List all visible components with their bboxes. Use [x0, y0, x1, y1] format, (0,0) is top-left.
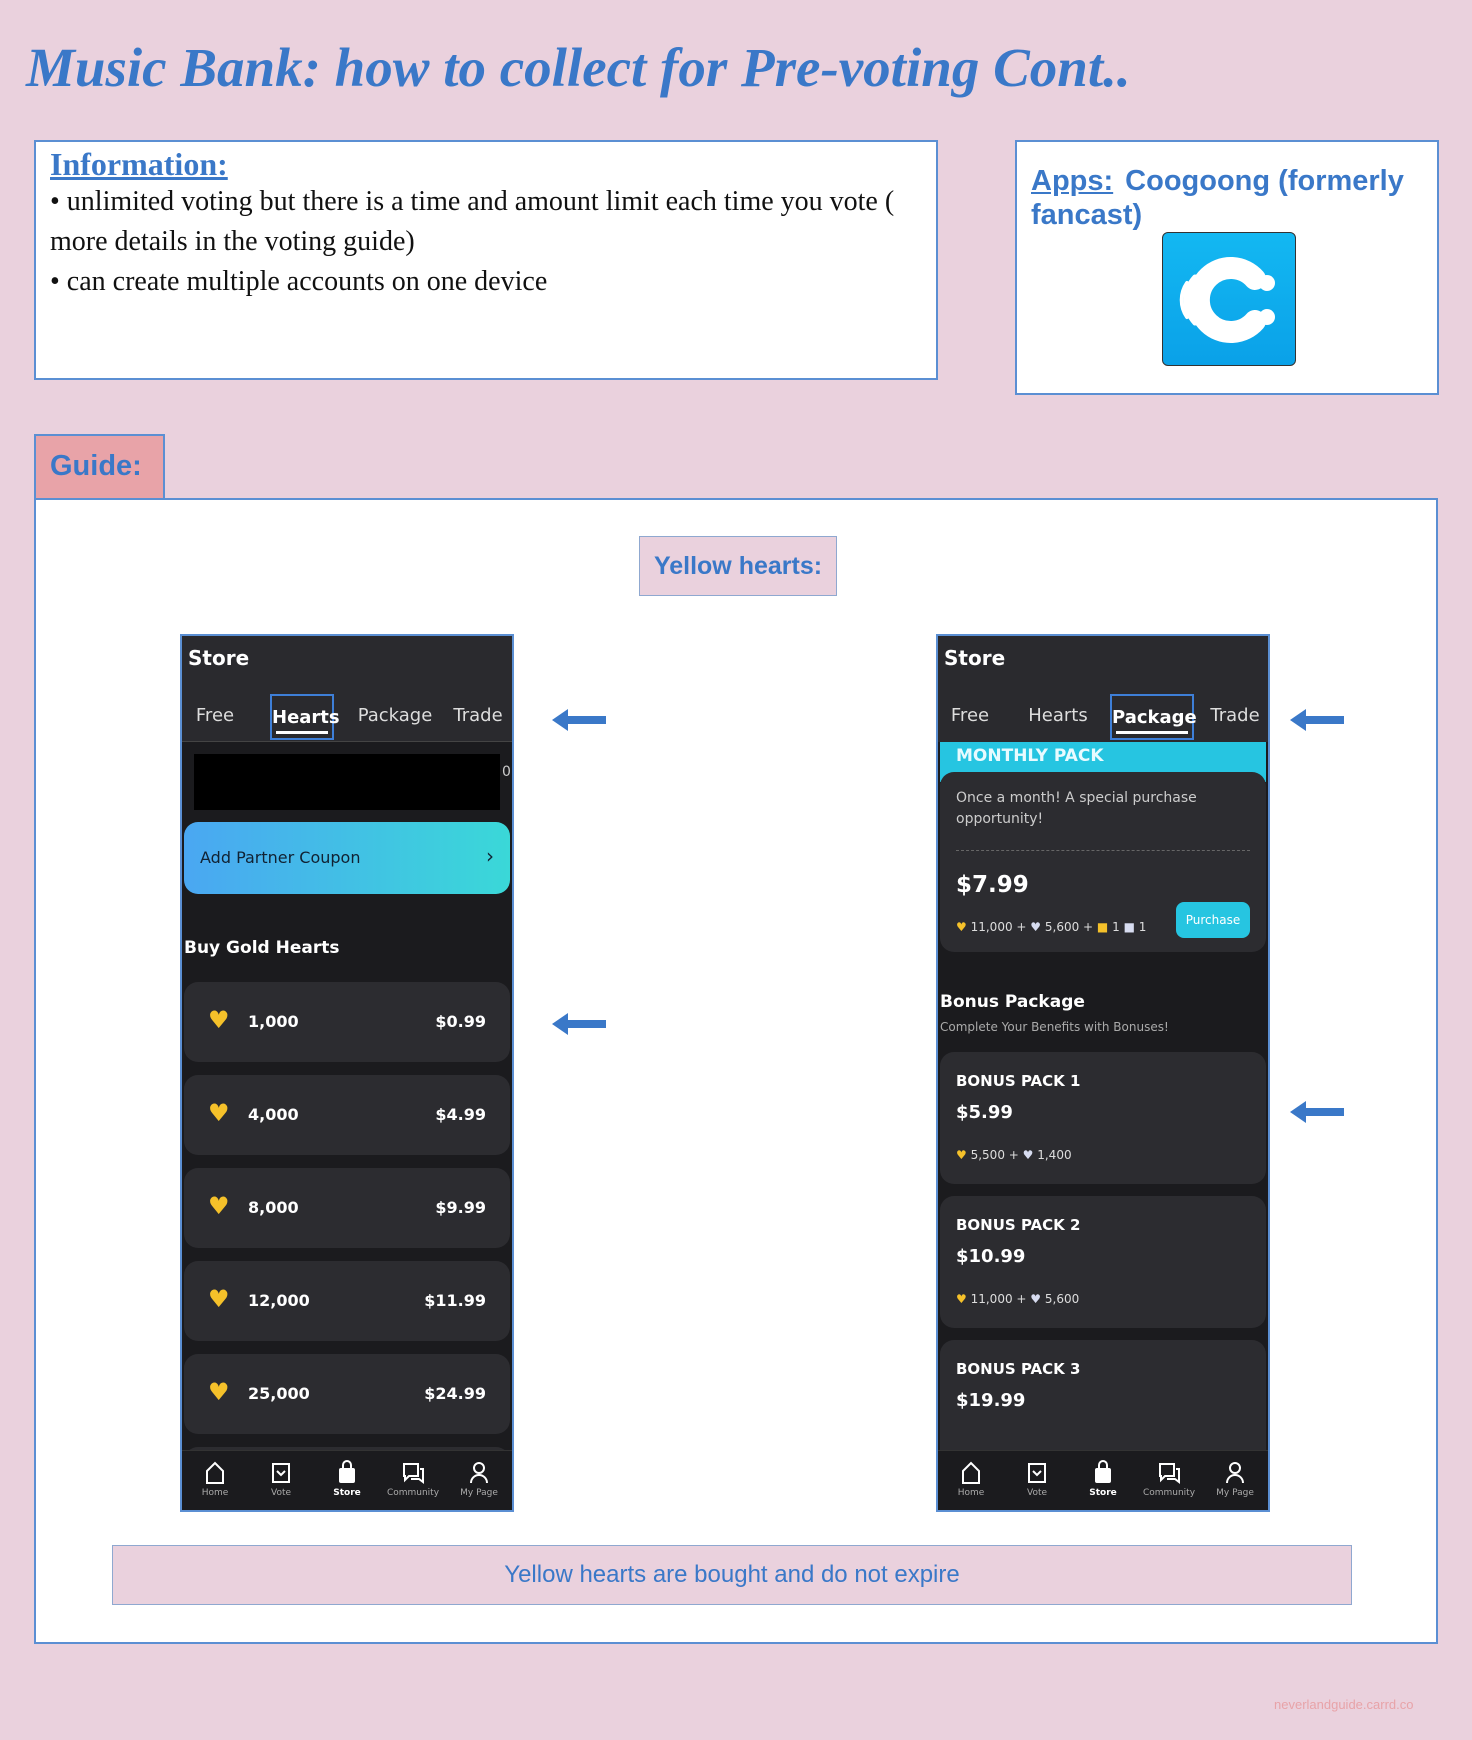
- gold-heart-icon: ♥: [208, 1285, 230, 1313]
- footer-url[interactable]: neverlandguide.carrd.co: [1274, 1697, 1414, 1712]
- nav-label: Store: [1089, 1488, 1117, 1498]
- balance-digit: 0: [502, 764, 511, 780]
- nav-label: Community: [386, 1488, 440, 1498]
- nav-vote[interactable]: [248, 1457, 314, 1499]
- heart-price: $24.99: [424, 1384, 486, 1403]
- heart-price: $11.99: [424, 1291, 486, 1310]
- shopping-bag-icon: [314, 1457, 380, 1487]
- home-icon: [938, 1457, 1004, 1487]
- gold-heart-icon: ♥: [208, 1192, 230, 1220]
- yellow-hearts-label: Yellow hearts:: [639, 536, 837, 596]
- heart-package-row[interactable]: [184, 1354, 510, 1434]
- nav-home[interactable]: [938, 1457, 1004, 1499]
- tab-trade[interactable]: Trade: [1210, 705, 1260, 726]
- guide-box: [34, 498, 1438, 1644]
- arrow-left-icon: [552, 706, 608, 734]
- tab-package-label: Package: [1112, 707, 1197, 728]
- gold-heart-icon: ♥: [208, 1378, 230, 1406]
- bonus-pack-name: BONUS PACK 2: [956, 1216, 1081, 1234]
- heart-package-row[interactable]: [184, 1168, 510, 1248]
- nav-community[interactable]: [1136, 1457, 1202, 1499]
- gold-heart-icon: ♥: [208, 1099, 230, 1127]
- vote-icon: [248, 1457, 314, 1487]
- yellow-hearts-note: Yellow hearts are bought and do not expire: [112, 1545, 1352, 1605]
- heart-package-row[interactable]: [184, 1075, 510, 1155]
- app-name: Coogoong (formerly: [1125, 165, 1404, 197]
- arrow-left-icon: [552, 1010, 608, 1038]
- ticket-amount: 1: [1138, 920, 1147, 934]
- information-box: [34, 140, 938, 380]
- info-bullet: • unlimited voting but there is a time and amount limit each time you vote (: [50, 186, 895, 217]
- nav-label: Vote: [1026, 1488, 1048, 1498]
- gold-amount: 11,000: [970, 1292, 1013, 1306]
- silver-amount: 5,600: [1044, 920, 1080, 934]
- heart-amount: 12,000: [248, 1291, 310, 1310]
- silver-amount: 5,600: [1044, 1292, 1080, 1306]
- tab-package[interactable]: Package: [357, 705, 433, 726]
- bonus-pack-price: $5.99: [956, 1102, 1013, 1123]
- nav-vote[interactable]: [1004, 1457, 1070, 1499]
- redacted-balance: [194, 754, 500, 810]
- nav-label: Home: [201, 1488, 229, 1498]
- gold-heart-icon: ♥: [956, 1148, 967, 1162]
- home-icon: [182, 1457, 248, 1487]
- heart-package-row[interactable]: [184, 1261, 510, 1341]
- monthly-pack-desc: Once a month! A special purchase opportunity!: [956, 790, 1197, 827]
- tab-free[interactable]: Free: [950, 705, 990, 726]
- ticket-amount: 1: [1112, 920, 1120, 934]
- tab-hearts[interactable]: [270, 694, 340, 740]
- chat-icon: [1136, 1457, 1202, 1487]
- nav-my-page[interactable]: [446, 1457, 512, 1499]
- apps-heading: Apps:: [1031, 165, 1114, 197]
- coupon-label: Add Partner Coupon: [200, 848, 361, 867]
- ticket-icon: ■: [1123, 920, 1135, 934]
- user-icon: [1202, 1457, 1268, 1487]
- store-package-screenshot: [936, 634, 1270, 1512]
- silver-heart-icon: ♥: [1030, 1292, 1042, 1306]
- bonus-pack-price: $19.99: [956, 1390, 1026, 1411]
- vote-icon: [1004, 1457, 1070, 1487]
- nav-my-page[interactable]: [1202, 1457, 1268, 1499]
- gold-amount: 11,000: [970, 920, 1013, 934]
- heart-amount: 25,000: [248, 1384, 310, 1403]
- gold-heart-icon: ♥: [208, 1006, 230, 1034]
- apps-box: [1015, 140, 1439, 395]
- monthly-pack-card: [940, 772, 1266, 952]
- ticket-icon: ■: [1096, 920, 1109, 934]
- nav-label: Community: [1142, 1488, 1196, 1498]
- gold-heart-icon: ♥: [956, 920, 967, 934]
- heart-package-row[interactable]: [184, 982, 510, 1062]
- bonus-pack-price: $10.99: [956, 1246, 1026, 1267]
- nav-label: My Page: [1216, 1488, 1254, 1498]
- nav-store[interactable]: [314, 1457, 380, 1499]
- guide-tab: Guide:: [34, 434, 165, 500]
- silver-heart-icon: ♥: [1022, 1148, 1034, 1162]
- bonus-pack-contents: ♥ 5,500 + ♥ 1,400: [956, 1148, 1072, 1162]
- tab-hearts[interactable]: Hearts: [1028, 705, 1088, 726]
- arrow-left-icon: [1290, 1098, 1346, 1126]
- tab-hearts-label: Hearts: [272, 707, 340, 728]
- bonus-pack-name: BONUS PACK 1: [956, 1072, 1081, 1090]
- monthly-pack-contents: ♥ 11,000 + ♥ 5,600 + ■ 1 ■ 1: [956, 920, 1147, 934]
- bottom-nav: [182, 1450, 512, 1510]
- store-hearts-screenshot: [180, 634, 514, 1512]
- monthly-pack-title: MONTHLY PACK: [956, 746, 1104, 766]
- bonus-package-heading: Bonus Package: [940, 992, 1085, 1012]
- tab-trade[interactable]: Trade: [453, 705, 503, 726]
- buy-gold-hearts-heading: Buy Gold Hearts: [184, 938, 340, 958]
- coogoong-logo-icon: [1162, 232, 1296, 366]
- nav-label: Vote: [270, 1488, 292, 1498]
- shopping-bag-icon: [1070, 1457, 1136, 1487]
- tab-package[interactable]: [1110, 694, 1197, 740]
- silver-amount: 1,400: [1037, 1148, 1072, 1162]
- info-bullet: • can create multiple accounts on one device: [50, 266, 548, 297]
- monthly-pack-price: $7.99: [956, 872, 1029, 898]
- bonus-pack-card[interactable]: [940, 1196, 1266, 1328]
- information-heading: Information:: [50, 146, 228, 182]
- bonus-pack-card[interactable]: [940, 1052, 1266, 1184]
- add-partner-coupon-button[interactable]: [184, 822, 510, 894]
- nav-home[interactable]: [182, 1457, 248, 1499]
- heart-amount: 1,000: [248, 1012, 299, 1031]
- bottom-nav: [938, 1450, 1268, 1510]
- page-title: Music Bank: how to collect for Pre-voting Cont..: [26, 37, 1131, 98]
- heart-price: $9.99: [435, 1198, 486, 1217]
- nav-store[interactable]: [1070, 1457, 1136, 1499]
- store-title: Store: [944, 646, 1006, 670]
- heart-price: $0.99: [435, 1012, 486, 1031]
- chat-icon: [380, 1457, 446, 1487]
- purchase-button[interactable]: Purchase: [1176, 902, 1250, 938]
- heart-amount: 4,000: [248, 1105, 299, 1124]
- silver-heart-icon: ♥: [1030, 920, 1042, 934]
- bonus-pack-contents: ♥ 11,000 + ♥ 5,600: [956, 1292, 1080, 1306]
- chevron-right-icon: ›: [486, 844, 494, 868]
- app-name-cont: fancast): [1031, 199, 1143, 231]
- nav-label: Store: [333, 1488, 361, 1498]
- bonus-package-subtitle: Complete Your Benefits with Bonuses!: [940, 1020, 1169, 1034]
- nav-community[interactable]: [380, 1457, 446, 1499]
- heart-amount: 8,000: [248, 1198, 299, 1217]
- nav-label: Home: [957, 1488, 985, 1498]
- store-title: Store: [188, 646, 250, 670]
- nav-label: My Page: [460, 1488, 498, 1498]
- info-bullet: more details in the voting guide): [50, 226, 415, 257]
- heart-price: $4.99: [435, 1105, 486, 1124]
- bonus-pack-name: BONUS PACK 3: [956, 1360, 1081, 1378]
- user-icon: [446, 1457, 512, 1487]
- tab-free[interactable]: Free: [195, 705, 235, 726]
- gold-amount: 5,500: [970, 1148, 1005, 1162]
- gold-heart-icon: ♥: [956, 1292, 967, 1306]
- arrow-left-icon: [1290, 706, 1346, 734]
